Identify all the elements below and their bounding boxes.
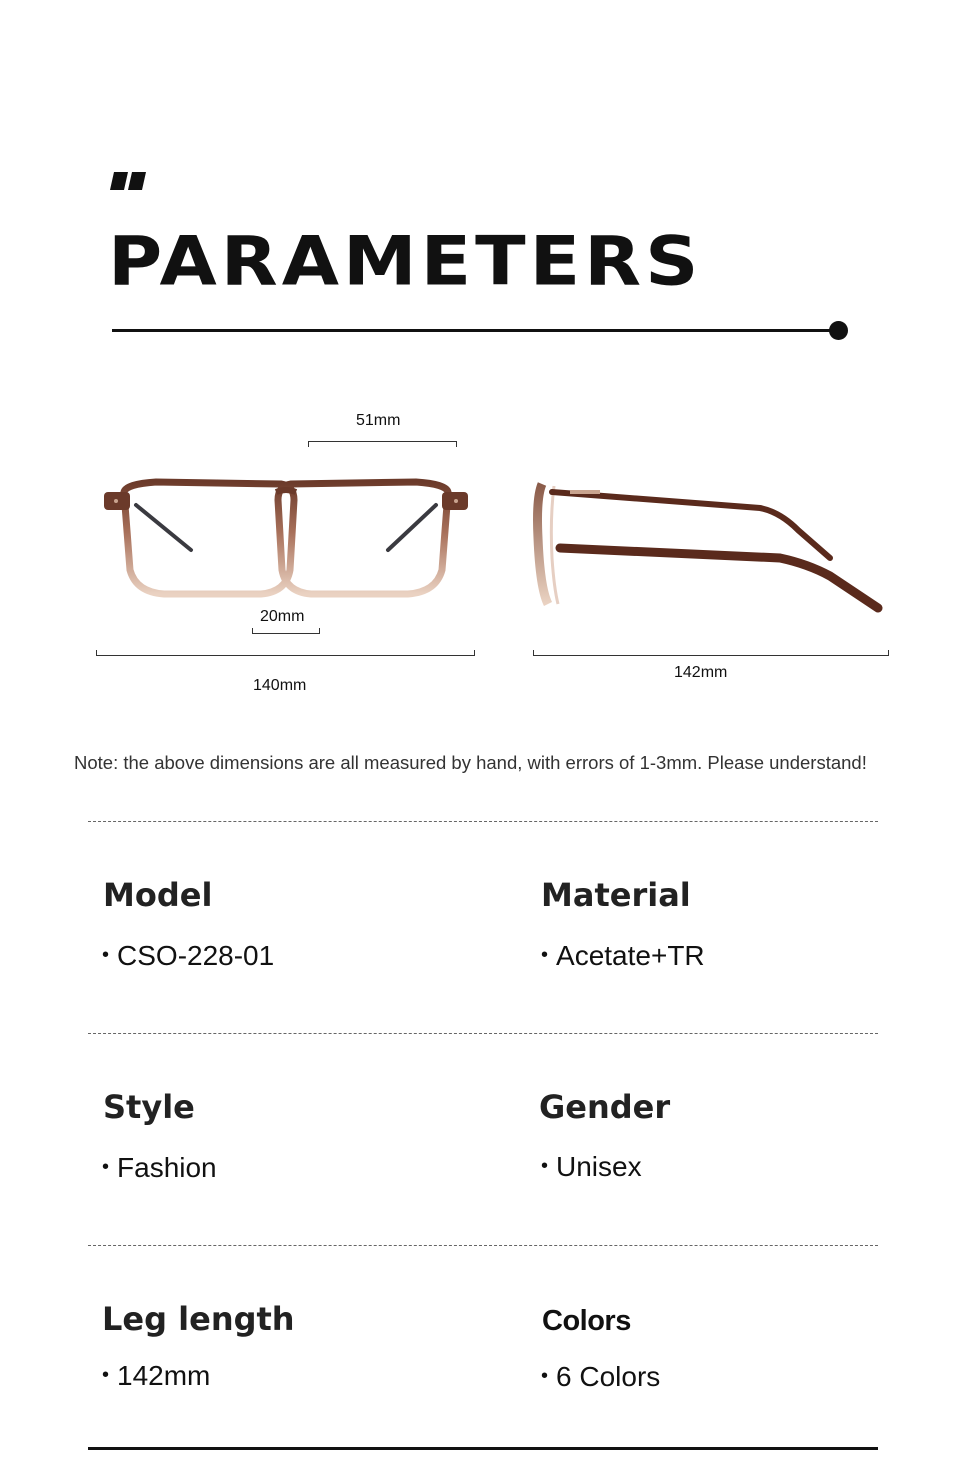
bridge-width-label: 20mm [260,608,305,625]
colors-value: • 6 Colors [541,1361,661,1392]
leg-length-value: • 142mm [102,1360,211,1391]
lens-width-bracket [308,441,457,447]
double-bar-quote-icon [110,172,148,190]
glasses-front-view-image [96,470,476,605]
temple-length-label: 142mm [674,664,728,681]
temple-length-bracket [533,650,889,656]
gender-value: • Unisex [541,1151,642,1182]
measurement-note: Note: the above dimensions are all measured by hand, with errors of 1-3mm. Please understand! [74,752,867,773]
title-underline-dot [829,321,848,340]
colors-heading: Colors [542,1305,631,1337]
style-value: • Fashion [102,1152,217,1183]
model-heading: Model [103,876,213,914]
title-underline [112,329,840,332]
leg-length-heading: Leg length [102,1300,295,1338]
bridge-width-bracket [252,628,320,634]
material-value: • Acetate+TR [541,940,705,971]
page-title: PARAMETERS [108,222,703,302]
model-value: • CSO-228-01 [102,940,275,971]
material-heading: Material [541,876,691,914]
separator [88,821,878,822]
lens-width-label: 51mm [356,412,401,429]
glasses-side-view-image [530,478,890,618]
separator [88,1245,878,1246]
separator [88,1033,878,1034]
frame-width-bracket [96,650,475,656]
gender-heading: Gender [539,1088,671,1126]
style-heading: Style [103,1088,195,1126]
frame-width-label: 140mm [253,677,307,694]
bottom-rule [88,1447,878,1450]
